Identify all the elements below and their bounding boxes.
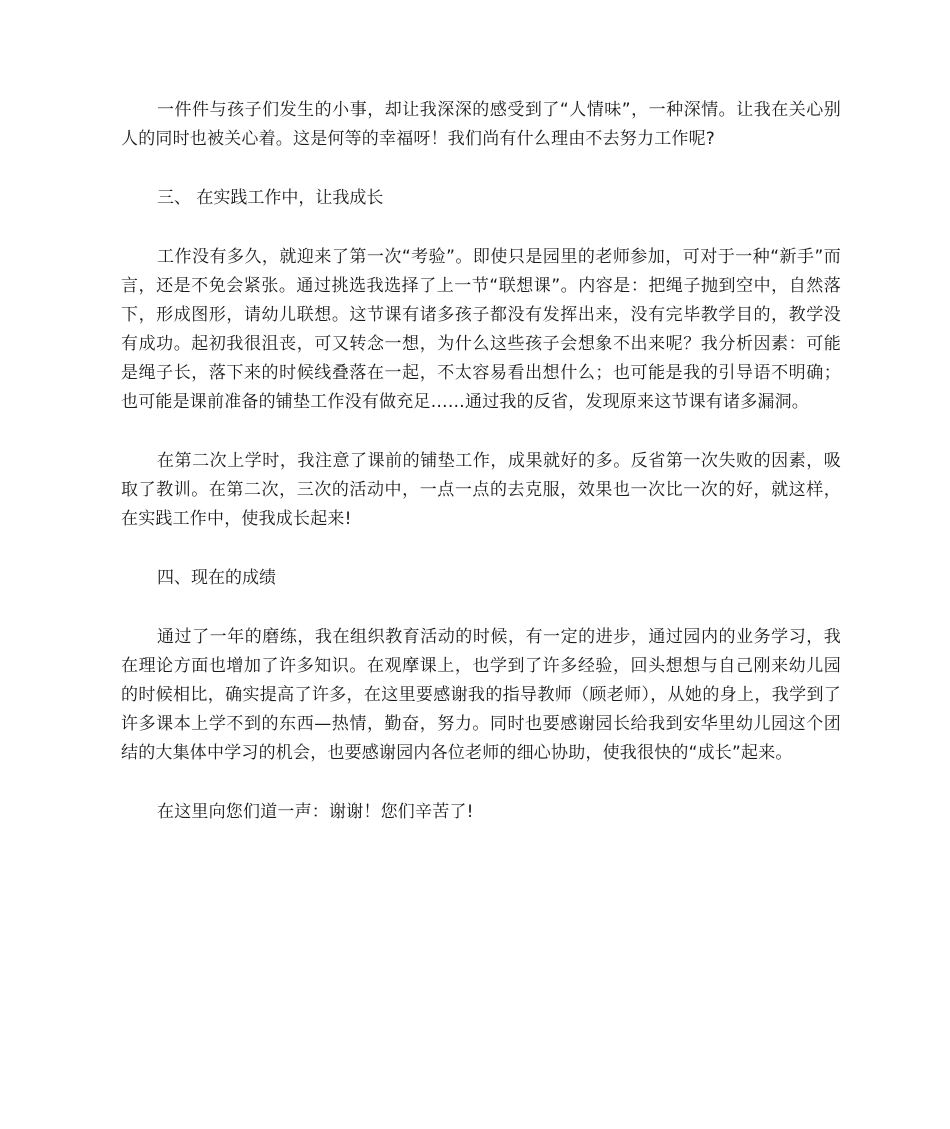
paragraph-first-test: 工作没有多久，就迎来了第一次“考验”。即使只是园里的老师参加，可对于一种“新手”而言，还是不免会紧张。通过挑选我选择了上一节“联想课”。内容是：把绳子抛到空中，自然落下，形成图形，请幼儿联想。这节课有诸多孩子都没有发挥出来，没有完毕教学目的，教学没有成功。起初我很沮丧，可又转念一想，为什么这些孩子会想象不出来呢？我分析因素：可能是绳子长，落下来的时候线叠落在一起，不太容易看出想什么；也可能是我的引导语不明确；也可能是课前准备的铺垫工作没有做充足……通过我的反省，发现原来这节课有诸多漏洞。 bbox=[121, 247, 841, 412]
paragraph-second-attempt: 在第二次上学时，我注意了课前的铺垫工作，成果就好的多。反省第一次失败的因素，吸取了教训。在第二次，三次的活动中，一点一点的去克服，效果也一次比一次的好，就这样，在实践工作中，使我成长起来! bbox=[121, 451, 841, 529]
paragraph-gratitude: 一件件与孩子们发生的小事，却让我深深的感受到了“人情味”，一种深情。让我在关心别人的同时也被关心着。这是何等的幸福呀！我们尚有什么理由不去努力工作呢? bbox=[121, 100, 841, 149]
document-page bbox=[121, 96, 841, 827]
section-heading-practice: 三、 在实践工作中，让我成长 bbox=[157, 188, 384, 208]
paragraph-progress: 通过了一年的磨练，我在组织教育活动的时候，有一定的进步，通过园内的业务学习，我在理论方面也增加了许多知识。在观摩课上，也学到了许多经验，回头想想与自己刚来幼儿园的时候相比，确实提高了许多，在这里要感谢我的指导教师（顾老师），从她的身上，我学到了许多课本上学不到的东西—热情，勤奋，努力。同时也要感谢园长给我到安华里幼儿园这个团结的大集体中学习的机会，也要感谢园内各位老师的细心协助，使我很快的“成长”起来。 bbox=[121, 627, 841, 763]
section-heading-achievements: 四、现在的成绩 bbox=[157, 568, 276, 588]
paragraph-thanks: 在这里向您们道一声：谢谢！您们辛苦了! bbox=[157, 802, 474, 822]
